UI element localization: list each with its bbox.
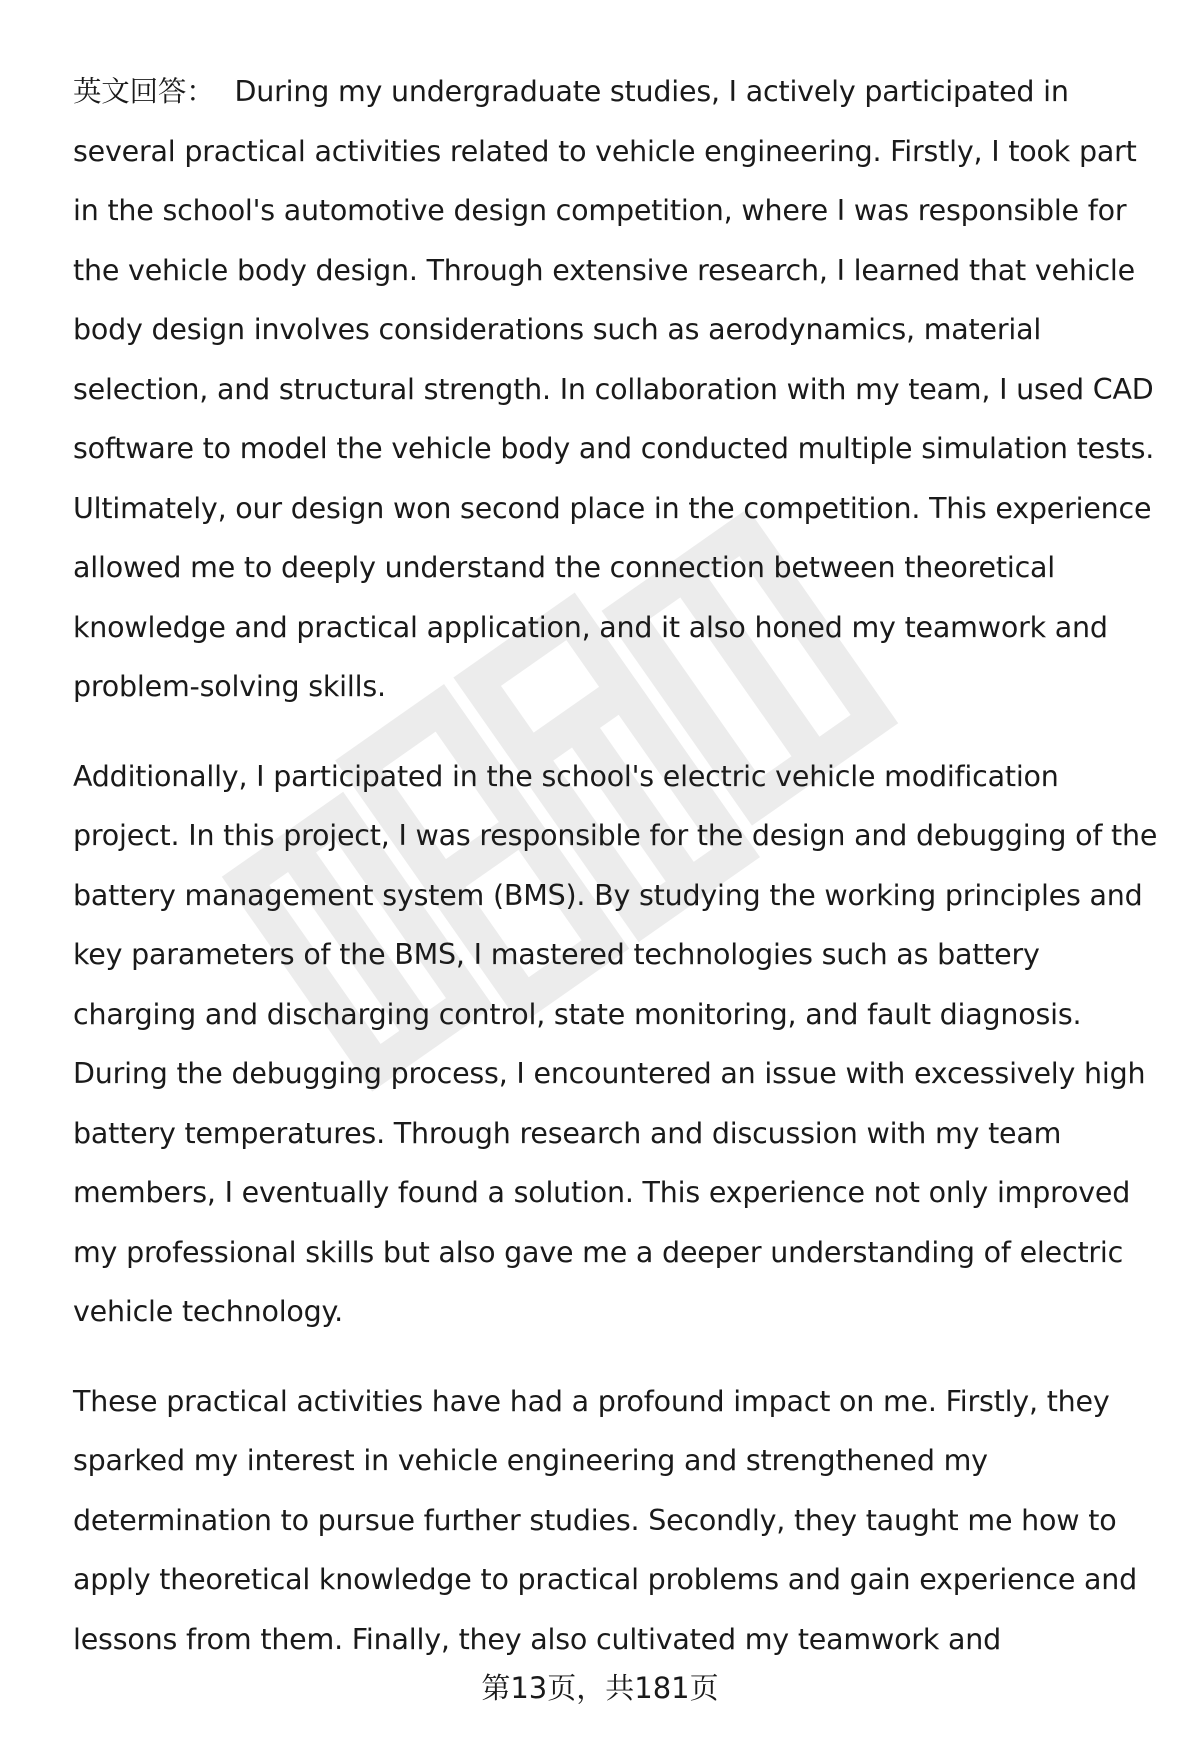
paragraph-1-text: During my undergraduate studies, I actively participated in several practical activities related to vehicle engineering. Firstly, I took part in the school's automotive design competition, where I was responsible for the vehicle body design. Through extensive research, I learned that vehicle body design involves considerations such as aerodynamics, material selection, and structural strength. In collaboration with my team, I used CAD software to model the vehicle body and conducted multiple simulation tests. Ultimately, our design won second place in the competition. This experience allowed me to deeply understand the connection between theoretical knowledge and practical application, and it also honed my teamwork and problem-solving skills.	[73, 75, 1155, 703]
paragraph-3	[73, 1372, 1158, 1670]
page-indicator: 第13页，共181页	[481, 1671, 719, 1705]
paragraph-2	[73, 747, 1158, 1342]
answer-label: 英文回答：	[73, 75, 215, 108]
paragraph-3-text: These practical activities have had a profound impact on me. Firstly, they sparked my interest in vehicle engineering and strengthened my determination to pursue further studies. Secondly, they taught me how to apply theoretical knowledge to practical problems and gain experience and lessons from them. Finally, they also cultivated my teamwork and	[73, 1384, 1138, 1656]
document-body	[73, 62, 1158, 1699]
paragraph-2-text: Additionally, I participated in the school's electric vehicle modification project. In this project, I was responsible for the design and debugging of the battery management system (BMS). By studying the working principles and key parameters of the BMS, I mastered technologies such as battery charging and discharging control, state monitoring, and fault diagnosis. During the debugging process, I encountered an issue with excessively high battery temperatures. Through research and discussion with my team members, I eventually found a solution. This experience not only improved my professional skills but also gave me a deeper understanding of electric vehicle technology.	[73, 759, 1158, 1328]
paragraph-1	[73, 62, 1158, 717]
